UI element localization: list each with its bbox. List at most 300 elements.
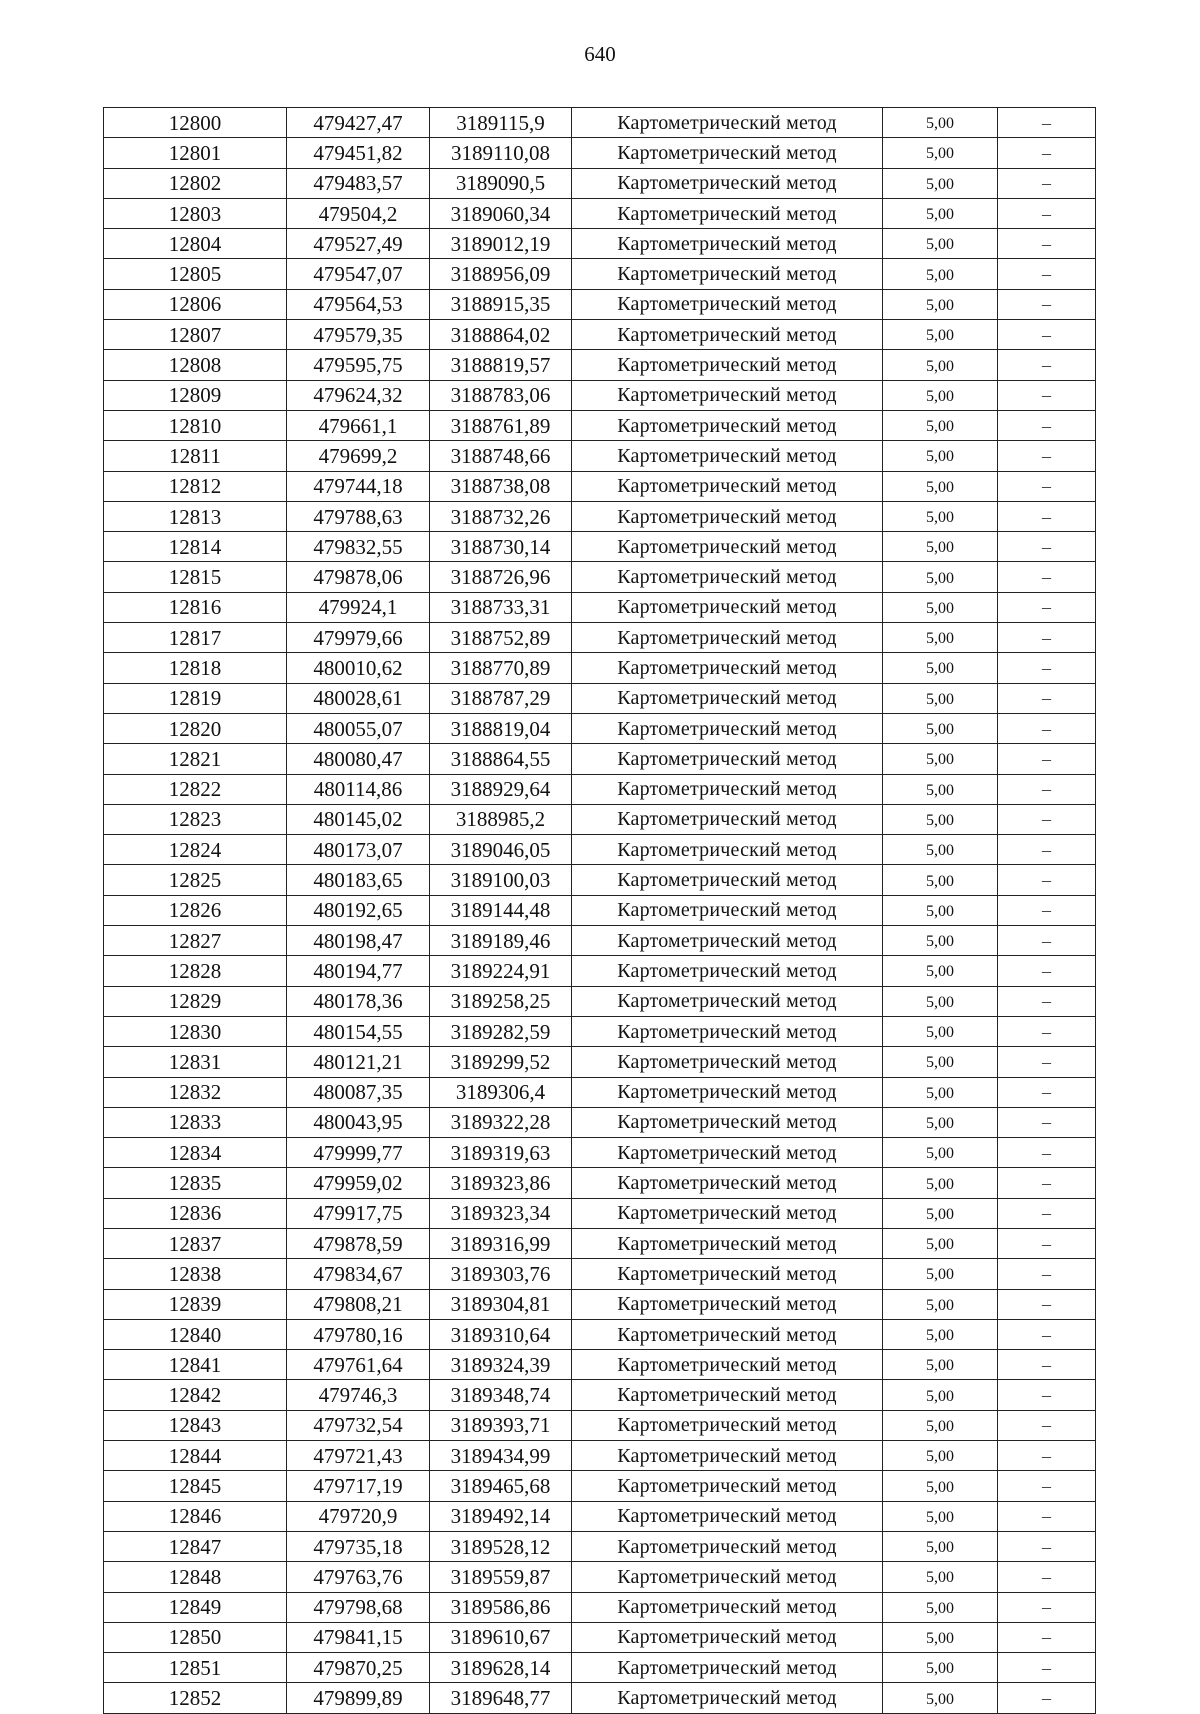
error-cell: 5,00 (883, 501, 998, 531)
method-cell: Картометрический метод (572, 471, 883, 501)
method-cell: Картометрический метод (572, 592, 883, 622)
note-cell: – (998, 986, 1096, 1016)
point-number-cell: 12843 (104, 1410, 287, 1440)
method-cell: Картометрический метод (572, 1441, 883, 1471)
point-number-cell: 12835 (104, 1168, 287, 1198)
note-cell: – (998, 1259, 1096, 1289)
method-cell: Картометрический метод (572, 198, 883, 228)
table-row (104, 471, 1096, 501)
x-coordinate-cell: 479979,66 (287, 623, 430, 653)
point-number-cell: 12810 (104, 410, 287, 440)
x-coordinate-cell: 479595,75 (287, 350, 430, 380)
point-number-cell: 12839 (104, 1289, 287, 1319)
point-number-cell: 12803 (104, 198, 287, 228)
error-cell: 5,00 (883, 1138, 998, 1168)
point-number-cell: 12816 (104, 592, 287, 622)
note-cell: – (998, 1138, 1096, 1168)
y-coordinate-cell: 3189060,34 (430, 198, 572, 228)
point-number-cell: 12806 (104, 289, 287, 319)
note-cell: – (998, 1592, 1096, 1622)
error-cell: 5,00 (883, 1380, 998, 1410)
x-coordinate-cell: 479899,89 (287, 1683, 430, 1713)
table-row (104, 623, 1096, 653)
y-coordinate-cell: 3188864,02 (430, 320, 572, 350)
table-row (104, 1471, 1096, 1501)
method-cell: Картометрический метод (572, 1016, 883, 1046)
point-number-cell: 12828 (104, 956, 287, 986)
table-row (104, 1077, 1096, 1107)
point-number-cell: 12813 (104, 501, 287, 531)
note-cell: – (998, 1289, 1096, 1319)
point-number-cell: 12841 (104, 1350, 287, 1380)
table-row (104, 1047, 1096, 1077)
note-cell: – (998, 198, 1096, 228)
method-cell: Картометрический метод (572, 1410, 883, 1440)
y-coordinate-cell: 3188787,29 (430, 683, 572, 713)
error-cell: 5,00 (883, 138, 998, 168)
error-cell: 5,00 (883, 1259, 998, 1289)
x-coordinate-cell: 479808,21 (287, 1289, 430, 1319)
x-coordinate-cell: 479732,54 (287, 1410, 430, 1440)
error-cell: 5,00 (883, 320, 998, 350)
method-cell: Картометрический метод (572, 229, 883, 259)
y-coordinate-cell: 3188761,89 (430, 410, 572, 440)
method-cell: Картометрический метод (572, 410, 883, 440)
x-coordinate-cell: 480145,02 (287, 804, 430, 834)
table-row (104, 108, 1096, 138)
x-coordinate-cell: 480178,36 (287, 986, 430, 1016)
error-cell: 5,00 (883, 1592, 998, 1622)
method-cell: Картометрический метод (572, 653, 883, 683)
method-cell: Картометрический метод (572, 289, 883, 319)
table-row (104, 895, 1096, 925)
error-cell: 5,00 (883, 380, 998, 410)
x-coordinate-cell: 480192,65 (287, 895, 430, 925)
x-coordinate-cell: 480198,47 (287, 926, 430, 956)
point-number-cell: 12844 (104, 1441, 287, 1471)
x-coordinate-cell: 480010,62 (287, 653, 430, 683)
method-cell: Картометрический метод (572, 956, 883, 986)
error-cell: 5,00 (883, 471, 998, 501)
method-cell: Картометрический метод (572, 623, 883, 653)
table-row (104, 653, 1096, 683)
point-number-cell: 12801 (104, 138, 287, 168)
point-number-cell: 12836 (104, 1198, 287, 1228)
table-row (104, 683, 1096, 713)
error-cell: 5,00 (883, 804, 998, 834)
point-number-cell: 12826 (104, 895, 287, 925)
y-coordinate-cell: 3188783,06 (430, 380, 572, 410)
table-row (104, 1319, 1096, 1349)
y-coordinate-cell: 3189046,05 (430, 835, 572, 865)
method-cell: Картометрический метод (572, 1592, 883, 1622)
error-cell: 5,00 (883, 1683, 998, 1713)
x-coordinate-cell: 479999,77 (287, 1138, 430, 1168)
note-cell: – (998, 1077, 1096, 1107)
point-number-cell: 12811 (104, 441, 287, 471)
y-coordinate-cell: 3188730,14 (430, 532, 572, 562)
table-row (104, 744, 1096, 774)
error-cell: 5,00 (883, 956, 998, 986)
error-cell: 5,00 (883, 895, 998, 925)
table-row (104, 1107, 1096, 1137)
x-coordinate-cell: 479427,47 (287, 108, 430, 138)
point-number-cell: 12842 (104, 1380, 287, 1410)
y-coordinate-cell: 3189323,34 (430, 1198, 572, 1228)
y-coordinate-cell: 3189610,67 (430, 1622, 572, 1652)
point-number-cell: 12823 (104, 804, 287, 834)
y-coordinate-cell: 3188752,89 (430, 623, 572, 653)
coordinates-table-body (104, 108, 1096, 1714)
table-row (104, 1653, 1096, 1683)
note-cell: – (998, 410, 1096, 440)
method-cell: Картометрический метод (572, 441, 883, 471)
error-cell: 5,00 (883, 1441, 998, 1471)
note-cell: – (998, 835, 1096, 865)
error-cell: 5,00 (883, 683, 998, 713)
error-cell: 5,00 (883, 108, 998, 138)
table-row (104, 865, 1096, 895)
note-cell: – (998, 804, 1096, 834)
error-cell: 5,00 (883, 1350, 998, 1380)
error-cell: 5,00 (883, 653, 998, 683)
y-coordinate-cell: 3189348,74 (430, 1380, 572, 1410)
note-cell: – (998, 744, 1096, 774)
point-number-cell: 12848 (104, 1562, 287, 1592)
method-cell: Картометрический метод (572, 835, 883, 865)
note-cell: – (998, 895, 1096, 925)
note-cell: – (998, 1562, 1096, 1592)
method-cell: Картометрический метод (572, 350, 883, 380)
point-number-cell: 12845 (104, 1471, 287, 1501)
x-coordinate-cell: 480043,95 (287, 1107, 430, 1137)
method-cell: Картометрический метод (572, 1471, 883, 1501)
method-cell: Картометрический метод (572, 1531, 883, 1561)
error-cell: 5,00 (883, 713, 998, 743)
x-coordinate-cell: 479721,43 (287, 1441, 430, 1471)
y-coordinate-cell: 3188770,89 (430, 653, 572, 683)
y-coordinate-cell: 3189316,99 (430, 1228, 572, 1258)
method-cell: Картометрический метод (572, 1350, 883, 1380)
point-number-cell: 12812 (104, 471, 287, 501)
point-number-cell: 12852 (104, 1683, 287, 1713)
note-cell: – (998, 1016, 1096, 1046)
method-cell: Картометрический метод (572, 1047, 883, 1077)
y-coordinate-cell: 3188748,66 (430, 441, 572, 471)
method-cell: Картометрический метод (572, 1198, 883, 1228)
point-number-cell: 12822 (104, 774, 287, 804)
table-row (104, 1259, 1096, 1289)
error-cell: 5,00 (883, 1168, 998, 1198)
y-coordinate-cell: 3188864,55 (430, 744, 572, 774)
point-number-cell: 12802 (104, 168, 287, 198)
error-cell: 5,00 (883, 744, 998, 774)
note-cell: – (998, 108, 1096, 138)
method-cell: Картометрический метод (572, 380, 883, 410)
y-coordinate-cell: 3189110,08 (430, 138, 572, 168)
table-row (104, 926, 1096, 956)
error-cell: 5,00 (883, 1319, 998, 1349)
table-row (104, 1168, 1096, 1198)
table-row (104, 562, 1096, 592)
note-cell: – (998, 1441, 1096, 1471)
error-cell: 5,00 (883, 1622, 998, 1652)
method-cell: Картометрический метод (572, 1259, 883, 1289)
note-cell: – (998, 168, 1096, 198)
note-cell: – (998, 1380, 1096, 1410)
y-coordinate-cell: 3189012,19 (430, 229, 572, 259)
note-cell: – (998, 1228, 1096, 1258)
method-cell: Картометрический метод (572, 1228, 883, 1258)
method-cell: Картометрический метод (572, 1319, 883, 1349)
y-coordinate-cell: 3189528,12 (430, 1531, 572, 1561)
x-coordinate-cell: 479780,16 (287, 1319, 430, 1349)
y-coordinate-cell: 3189465,68 (430, 1471, 572, 1501)
point-number-cell: 12850 (104, 1622, 287, 1652)
x-coordinate-cell: 479720,9 (287, 1501, 430, 1531)
x-coordinate-cell: 480183,65 (287, 865, 430, 895)
method-cell: Картометрический метод (572, 1107, 883, 1137)
note-cell: – (998, 713, 1096, 743)
table-row (104, 441, 1096, 471)
y-coordinate-cell: 3189144,48 (430, 895, 572, 925)
table-row (104, 1198, 1096, 1228)
note-cell: – (998, 380, 1096, 410)
table-row (104, 198, 1096, 228)
point-number-cell: 12804 (104, 229, 287, 259)
method-cell: Картометрический метод (572, 1289, 883, 1319)
y-coordinate-cell: 3189306,4 (430, 1077, 572, 1107)
point-number-cell: 12808 (104, 350, 287, 380)
note-cell: – (998, 1471, 1096, 1501)
table-row (104, 1380, 1096, 1410)
y-coordinate-cell: 3189258,25 (430, 986, 572, 1016)
x-coordinate-cell: 479735,18 (287, 1531, 430, 1561)
table-row (104, 1562, 1096, 1592)
x-coordinate-cell: 480087,35 (287, 1077, 430, 1107)
method-cell: Картометрический метод (572, 865, 883, 895)
table-row (104, 1410, 1096, 1440)
method-cell: Картометрический метод (572, 1501, 883, 1531)
y-coordinate-cell: 3189322,28 (430, 1107, 572, 1137)
point-number-cell: 12837 (104, 1228, 287, 1258)
note-cell: – (998, 653, 1096, 683)
x-coordinate-cell: 479834,67 (287, 1259, 430, 1289)
table-row (104, 380, 1096, 410)
note-cell: – (998, 350, 1096, 380)
table-row (104, 835, 1096, 865)
y-coordinate-cell: 3189492,14 (430, 1501, 572, 1531)
method-cell: Картометрический метод (572, 259, 883, 289)
method-cell: Картометрический метод (572, 138, 883, 168)
x-coordinate-cell: 480080,47 (287, 744, 430, 774)
y-coordinate-cell: 3189628,14 (430, 1653, 572, 1683)
table-row (104, 956, 1096, 986)
method-cell: Картометрический метод (572, 1138, 883, 1168)
table-row (104, 1016, 1096, 1046)
y-coordinate-cell: 3188738,08 (430, 471, 572, 501)
method-cell: Картометрический метод (572, 1562, 883, 1592)
method-cell: Картометрический метод (572, 1683, 883, 1713)
y-coordinate-cell: 3189324,39 (430, 1350, 572, 1380)
y-coordinate-cell: 3189299,52 (430, 1047, 572, 1077)
point-number-cell: 12838 (104, 1259, 287, 1289)
method-cell: Картометрический метод (572, 895, 883, 925)
x-coordinate-cell: 480055,07 (287, 713, 430, 743)
table-row (104, 1441, 1096, 1471)
point-number-cell: 12807 (104, 320, 287, 350)
method-cell: Картометрический метод (572, 926, 883, 956)
x-coordinate-cell: 479504,2 (287, 198, 430, 228)
error-cell: 5,00 (883, 1562, 998, 1592)
point-number-cell: 12819 (104, 683, 287, 713)
error-cell: 5,00 (883, 1198, 998, 1228)
y-coordinate-cell: 3188733,31 (430, 592, 572, 622)
point-number-cell: 12834 (104, 1138, 287, 1168)
x-coordinate-cell: 479746,3 (287, 1380, 430, 1410)
x-coordinate-cell: 479788,63 (287, 501, 430, 531)
x-coordinate-cell: 480154,55 (287, 1016, 430, 1046)
note-cell: – (998, 926, 1096, 956)
x-coordinate-cell: 480028,61 (287, 683, 430, 713)
table-row (104, 259, 1096, 289)
x-coordinate-cell: 479624,32 (287, 380, 430, 410)
x-coordinate-cell: 480114,86 (287, 774, 430, 804)
point-number-cell: 12817 (104, 623, 287, 653)
method-cell: Картометрический метод (572, 744, 883, 774)
x-coordinate-cell: 479763,76 (287, 1562, 430, 1592)
note-cell: – (998, 1653, 1096, 1683)
table-row (104, 1289, 1096, 1319)
point-number-cell: 12809 (104, 380, 287, 410)
y-coordinate-cell: 3189224,91 (430, 956, 572, 986)
table-row (104, 289, 1096, 319)
coordinates-table (103, 107, 1096, 1714)
x-coordinate-cell: 479832,55 (287, 532, 430, 562)
table-row (104, 501, 1096, 531)
note-cell: – (998, 1350, 1096, 1380)
note-cell: – (998, 1683, 1096, 1713)
note-cell: – (998, 623, 1096, 653)
point-number-cell: 12847 (104, 1531, 287, 1561)
x-coordinate-cell: 480194,77 (287, 956, 430, 986)
table-row (104, 1592, 1096, 1622)
table-row (104, 804, 1096, 834)
point-number-cell: 12846 (104, 1501, 287, 1531)
note-cell: – (998, 471, 1096, 501)
note-cell: – (998, 138, 1096, 168)
x-coordinate-cell: 479661,1 (287, 410, 430, 440)
x-coordinate-cell: 480121,21 (287, 1047, 430, 1077)
y-coordinate-cell: 3189319,63 (430, 1138, 572, 1168)
y-coordinate-cell: 3189090,5 (430, 168, 572, 198)
table-row (104, 1683, 1096, 1713)
error-cell: 5,00 (883, 1289, 998, 1319)
x-coordinate-cell: 479483,57 (287, 168, 430, 198)
note-cell: – (998, 1531, 1096, 1561)
error-cell: 5,00 (883, 259, 998, 289)
x-coordinate-cell: 479699,2 (287, 441, 430, 471)
error-cell: 5,00 (883, 865, 998, 895)
point-number-cell: 12849 (104, 1592, 287, 1622)
error-cell: 5,00 (883, 350, 998, 380)
method-cell: Картометрический метод (572, 532, 883, 562)
x-coordinate-cell: 479761,64 (287, 1350, 430, 1380)
note-cell: – (998, 320, 1096, 350)
error-cell: 5,00 (883, 1107, 998, 1137)
error-cell: 5,00 (883, 532, 998, 562)
note-cell: – (998, 592, 1096, 622)
table-row (104, 410, 1096, 440)
method-cell: Картометрический метод (572, 168, 883, 198)
x-coordinate-cell: 479547,07 (287, 259, 430, 289)
point-number-cell: 12840 (104, 1319, 287, 1349)
error-cell: 5,00 (883, 410, 998, 440)
note-cell: – (998, 259, 1096, 289)
note-cell: – (998, 865, 1096, 895)
error-cell: 5,00 (883, 168, 998, 198)
error-cell: 5,00 (883, 1047, 998, 1077)
y-coordinate-cell: 3188726,96 (430, 562, 572, 592)
table-row (104, 1228, 1096, 1258)
y-coordinate-cell: 3188732,26 (430, 501, 572, 531)
point-number-cell: 12829 (104, 986, 287, 1016)
method-cell: Картометрический метод (572, 501, 883, 531)
x-coordinate-cell: 479717,19 (287, 1471, 430, 1501)
y-coordinate-cell: 3188819,04 (430, 713, 572, 743)
point-number-cell: 12800 (104, 108, 287, 138)
table-row (104, 713, 1096, 743)
point-number-cell: 12805 (104, 259, 287, 289)
y-coordinate-cell: 3188915,35 (430, 289, 572, 319)
method-cell: Картометрический метод (572, 320, 883, 350)
note-cell: – (998, 1198, 1096, 1228)
page-number: 640 (584, 42, 616, 66)
y-coordinate-cell: 3189100,03 (430, 865, 572, 895)
table-row (104, 350, 1096, 380)
y-coordinate-cell: 3189115,9 (430, 108, 572, 138)
x-coordinate-cell: 479959,02 (287, 1168, 430, 1198)
y-coordinate-cell: 3189282,59 (430, 1016, 572, 1046)
method-cell: Картометрический метод (572, 683, 883, 713)
point-number-cell: 12815 (104, 562, 287, 592)
point-number-cell: 12832 (104, 1077, 287, 1107)
note-cell: – (998, 1622, 1096, 1652)
error-cell: 5,00 (883, 774, 998, 804)
table-row (104, 1138, 1096, 1168)
note-cell: – (998, 683, 1096, 713)
point-number-cell: 12818 (104, 653, 287, 683)
method-cell: Картометрический метод (572, 713, 883, 743)
point-number-cell: 12814 (104, 532, 287, 562)
y-coordinate-cell: 3189393,71 (430, 1410, 572, 1440)
point-number-cell: 12821 (104, 744, 287, 774)
x-coordinate-cell: 479878,06 (287, 562, 430, 592)
x-coordinate-cell: 479841,15 (287, 1622, 430, 1652)
point-number-cell: 12827 (104, 926, 287, 956)
error-cell: 5,00 (883, 1077, 998, 1107)
x-coordinate-cell: 479451,82 (287, 138, 430, 168)
table-row (104, 1501, 1096, 1531)
x-coordinate-cell: 479579,35 (287, 320, 430, 350)
table-row (104, 774, 1096, 804)
x-coordinate-cell: 479798,68 (287, 1592, 430, 1622)
table-row (104, 229, 1096, 259)
note-cell: – (998, 1107, 1096, 1137)
x-coordinate-cell: 479744,18 (287, 471, 430, 501)
note-cell: – (998, 1410, 1096, 1440)
table-row (104, 138, 1096, 168)
